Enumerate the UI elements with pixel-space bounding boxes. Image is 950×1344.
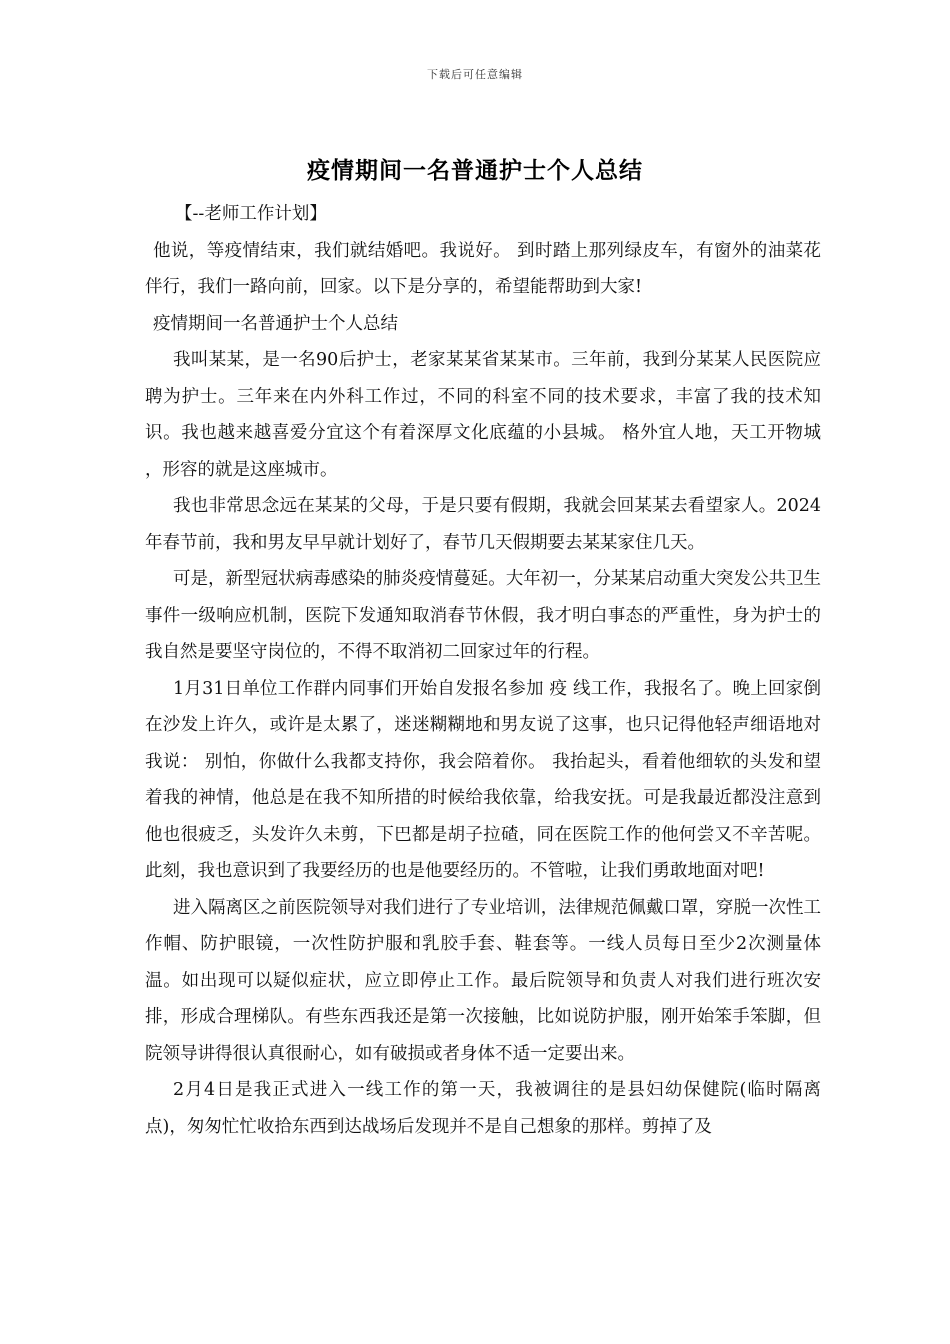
category-tag: 【--老师工作计划】: [175, 204, 327, 224]
body-paragraph: 1月31日单位工作群内同事们开始自发报名参加 疫 线工作，我报名了。晚上回家倒在沙发上许久，或许是太累了，迷迷糊糊地和男友说了这事，也只记得他轻声细语地对我说： 别怕，你做什么我都支持你，我会陪着你。 我抬起头，看着他细软的头发和望着我的神情，他总是在我不知所措的时候给我依靠，给我安抚。可是我最近都没注意到他也很疲乏，头发许久未剪，下巴都是胡子拉碴，同在医院工作的他何尝又不辛苦呢。此刻，我也意识到了我要经历的也是他要经历的。不管啦，让我们勇敢地面对吧!: [145, 678, 821, 881]
body-paragraph: 我叫某某，是一名90后护士，老家某某省某某市。三年前，我到分某某人民医院应聘为护士。三年来在内外科工作过，不同的科室不同的技术要求，丰富了我的技术知识。我也越来越喜爱分宜这个有着深厚文化底蕴的小县城。 格外宜人地，天工开物城 ，形容的就是这座城市。: [145, 350, 821, 480]
document-title: 疫情期间一名普通护士个人总结: [307, 157, 643, 184]
header-note: 下载后可任意编辑: [427, 68, 523, 81]
body-paragraph: 可是，新型冠状病毒感染的肺炎疫情蔓延。大年初一，分某某启动重大突发公共卫生事件一级响应机制，医院下发通知取消春节休假，我才明白事态的严重性，身为护士的我自然是要坚守岗位的，不得不取消初二回家过年的行程。: [145, 569, 821, 662]
body-paragraph: 2月4日是我正式进入一线工作的第一天，我被调往的是县妇幼保健院(临时隔离点)，匆匆忙忙收拾东西到达战场后发现并不是自己想象的那样。剪掉了及: [145, 1080, 821, 1137]
intro-paragraph: 他说，等疫情结束，我们就结婚吧。我说好。 到时踏上那列绿皮车，有窗外的油菜花伴行，我们一路向前，回家。以下是分享的，希望能帮助到大家!: [145, 240, 821, 297]
document-subtitle: 疫情期间一名普通护士个人总结: [153, 313, 398, 334]
body-paragraph: 我也非常思念远在某某的父母，于是只要有假期，我就会回某某去看望家人。2024年春节前，我和男友早早就计划好了，春节几天假期要去某某家住几天。: [145, 496, 821, 553]
body-paragraph: 进入隔离区之前医院领导对我们进行了专业培训，法律规范佩戴口罩，穿脱一次性工作帽、防护眼镜，一次性防护服和乳胶手套、鞋套等。一线人员每日至少2次测量体温。如出现可以疑似症状，应立即停止工作。最后院领导和负责人对我们进行班次安排，形成合理梯队。有些东西我还是第一次接触，比如说防护服，刚开始笨手笨脚，但院领导讲得很认真很耐心，如有破损或者身体不适一定要出来。: [145, 897, 821, 1064]
document-body: [145, 196, 821, 1145]
